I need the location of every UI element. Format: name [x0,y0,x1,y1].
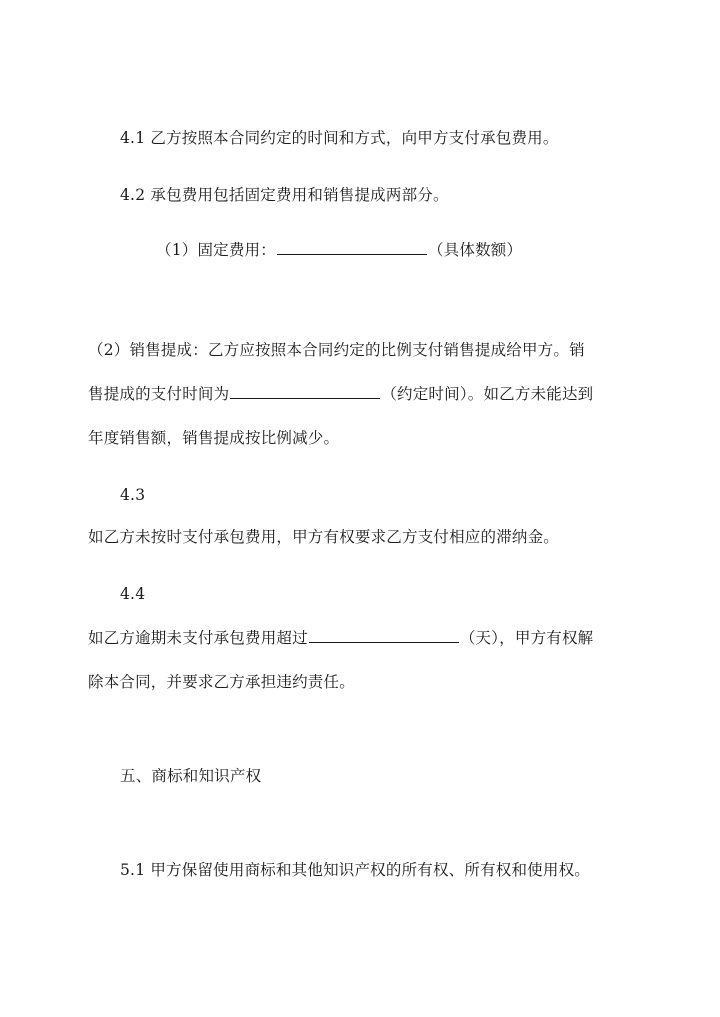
clause-5-1: 5.1 甲方保留使用商标和其他知识产权的所有权、所有权和使用权。 [120,861,590,879]
overdue-days-blank [309,628,459,643]
overdue-note: （天），甲方有权解 [459,629,594,647]
clause-4-4-line-1 [88,628,593,648]
sales-time-label: 售提成的支付时间为 [88,385,230,403]
clause-sales-line-2 [88,384,593,404]
clause-sales-line-3: 年度销售额，销售提成按比例减少。 [88,429,340,447]
fixed-fee-blank [277,240,427,255]
sales-time-blank [230,384,380,399]
fixed-fee-label: （1）固定费用： [156,241,276,259]
clause-4-2: 4.2 承包费用包括固定费用和销售提成两部分。 [120,186,449,204]
fixed-fee-note: （具体数额） [427,241,523,259]
clause-4-3-text: 如乙方未按时支付承包费用，甲方有权要求乙方支付相应的滞纳金。 [88,528,560,546]
clause-sales-line-1: （2）销售提成：乙方应按照本合同约定的比例支付销售提成给甲方。销 [88,341,585,359]
clause-4-1: 4.1 乙方按照本合同约定的时间和方式，向甲方支付承包费用。 [120,129,559,147]
section-5-title: 五、商标和知识产权 [120,767,262,785]
overdue-label: 如乙方逾期未支付承包费用超过 [88,629,308,647]
clause-4-3-number: 4.3 [120,486,146,504]
clause-4-4-number: 4.4 [120,585,146,603]
sales-time-note: （约定时间）。如乙方未能达到 [381,385,594,403]
clause-fixed-fee [156,240,522,260]
clause-4-4-line-2: 除本合同，并要求乙方承担违约责任。 [88,673,355,691]
